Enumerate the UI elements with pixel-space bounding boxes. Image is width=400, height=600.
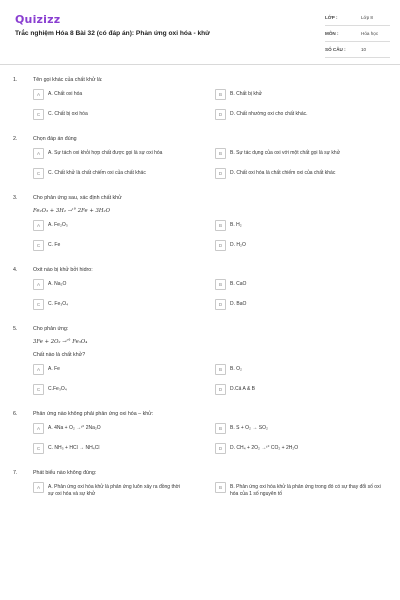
question-item (0, 323, 400, 399)
option-row (0, 107, 400, 124)
option-letter-box: B (215, 89, 226, 100)
question-header (0, 192, 400, 205)
question-header (0, 133, 400, 146)
option-letter-box: B (215, 423, 226, 434)
option-text: A. 4Na + O₂ →ᵗ° 2Na₂O (48, 425, 101, 431)
option-text: B. CaO (230, 281, 247, 287)
question-text: Cho phản ứng: (33, 326, 69, 332)
question-item (0, 264, 400, 314)
option-text: C. Chất khử là chất chiếm oxi của chất khác (48, 170, 146, 176)
question-number: 3. (13, 195, 18, 201)
answer-option[interactable] (33, 238, 183, 253)
option-letter-box: D (215, 299, 226, 310)
answer-option[interactable] (215, 421, 390, 436)
answer-option[interactable] (33, 87, 183, 102)
option-letter-box: C (33, 168, 44, 179)
answer-option[interactable] (215, 480, 390, 502)
option-letter-box: B (215, 279, 226, 290)
option-letter-box: D (215, 240, 226, 251)
option-row (0, 362, 400, 379)
quizizz-logo: Quizizz (15, 13, 61, 26)
option-row (0, 297, 400, 314)
option-text: D.Cả A & B (230, 386, 256, 392)
question-number: 1. (13, 77, 18, 83)
option-text: B. H₂ (230, 222, 242, 228)
option-row (0, 146, 400, 163)
option-letter-box: A (33, 423, 44, 434)
answer-options (0, 146, 400, 183)
option-text: B. Chất bị khử (230, 91, 262, 97)
meta-label: MÔN : (325, 31, 339, 36)
option-row (0, 382, 400, 399)
option-text: B. Phản ứng oxi hóa khử là phản ứng trong đó có sự thay đổi số oxi hóa của 1 số nguyên tố (230, 484, 381, 497)
answer-option[interactable] (215, 362, 390, 377)
answer-option[interactable] (215, 238, 390, 253)
answer-option[interactable] (215, 166, 390, 181)
answer-option[interactable] (33, 166, 183, 181)
question-extra-line: Chất nào là chất khử? (33, 352, 86, 358)
answer-options (0, 218, 400, 255)
question-item (0, 192, 400, 255)
worksheet-header (0, 0, 400, 65)
answer-options (0, 277, 400, 314)
question-list (0, 74, 400, 512)
answer-option[interactable] (33, 277, 183, 292)
option-letter-box: D (215, 384, 226, 395)
option-letter-box: B (215, 220, 226, 231)
question-number: 5. (13, 326, 18, 332)
question-text: Cho phản ứng sau, xác định chất khử (33, 195, 122, 201)
meta-label: SỐ CÂU : (325, 47, 346, 52)
meta-value: Hóa học (361, 31, 379, 36)
option-letter-box: A (33, 89, 44, 100)
answer-option[interactable] (215, 297, 390, 312)
option-row (0, 480, 400, 503)
meta-label: LỚP : (325, 15, 338, 20)
option-letter-box: A (33, 364, 44, 375)
option-letter-box: D (215, 168, 226, 179)
option-text: D. CH₄ + 2O₂ →ᵗ° CO₂ + 2H₂O (230, 445, 299, 451)
option-letter-box: C (33, 384, 44, 395)
option-text: D. Chất nhường oxi cho chất khác. (230, 111, 308, 117)
option-letter-box: B (215, 364, 226, 375)
question-extra-line: 3Fe + 2O₂ →ᵗ° Fe₃O₄ (33, 339, 88, 345)
question-text: Phát biểu nào không đúng: (33, 470, 97, 476)
option-row (0, 277, 400, 294)
option-text: B. Sự tác dụng của oxi với một chất gọi là sự khử (230, 150, 341, 156)
option-text: A. Phản ứng oxi hóa khử là phản ứng luôn xảy ra đồng thời sự oxi hóa và sự khử (48, 484, 181, 497)
question-number: 4. (13, 267, 18, 273)
answer-option[interactable] (215, 146, 390, 161)
option-text: A. Fe (48, 366, 60, 372)
option-row (0, 238, 400, 255)
meta-row-question-count (325, 44, 390, 58)
question-header (0, 467, 400, 480)
answer-option[interactable] (33, 218, 183, 233)
meta-value: Lớp 8 (361, 15, 373, 20)
option-letter-box: C (33, 299, 44, 310)
option-text: C.Fe₃O₄ (48, 386, 67, 392)
option-row (0, 421, 400, 438)
option-row (0, 87, 400, 104)
question-item (0, 408, 400, 458)
question-text: Oxit nào bị khử bởi hidro: (33, 267, 93, 273)
answer-option[interactable] (215, 87, 390, 102)
option-letter-box: B (215, 482, 226, 493)
question-extra-line: Fe₂O₃ + 3H₂ →ᵗ° 2Fe + 3H₂O (33, 208, 110, 214)
option-row (0, 441, 400, 458)
option-letter-box: A (33, 220, 44, 231)
option-text: D. Chất oxi hóa là chất chiếm oxi của chất khác (230, 170, 336, 176)
question-header (0, 264, 400, 277)
answer-options (0, 421, 400, 458)
option-text: A. Na₂O (48, 281, 67, 287)
answer-options (0, 480, 400, 503)
meta-value: 10 (361, 47, 367, 52)
question-header (0, 323, 400, 336)
answer-option[interactable] (33, 441, 183, 456)
answer-option[interactable] (33, 480, 183, 502)
quiz-meta (325, 12, 390, 60)
option-text: C. Fe₃O₄ (48, 301, 69, 307)
answer-option[interactable] (215, 218, 390, 233)
answer-option[interactable] (215, 107, 390, 122)
question-text: Tên gọi khác của chất khử là: (33, 77, 103, 83)
option-letter-box: D (215, 443, 226, 454)
answer-option[interactable] (33, 107, 183, 122)
option-text: C. Fe (48, 242, 61, 248)
option-letter-box: D (215, 109, 226, 120)
option-letter-box: C (33, 109, 44, 120)
option-letter-box: A (33, 279, 44, 290)
option-letter-box: A (33, 482, 44, 493)
option-text: A. Sự tách oxi khỏi hợp chất được gọi là sự oxi hóa (48, 150, 163, 156)
question-header (0, 74, 400, 87)
option-text: C. NH₃ + HCl → NH₄Cl (48, 445, 100, 451)
option-letter-box: A (33, 148, 44, 159)
option-row (0, 166, 400, 183)
question-header (0, 408, 400, 421)
answer-options (0, 87, 400, 124)
answer-option[interactable] (33, 146, 183, 161)
question-number: 6. (13, 411, 18, 417)
question-number: 2. (13, 136, 18, 142)
question-item (0, 133, 400, 183)
option-letter-box: B (215, 148, 226, 159)
question-text: Phản ứng nào không phải phản ứng oxi hóa – khử: (33, 411, 154, 417)
meta-row-class (325, 12, 390, 26)
question-number: 7. (13, 470, 18, 476)
option-text: B. S + O₂ → SO₂ (230, 425, 268, 431)
answer-option[interactable] (33, 297, 183, 312)
option-text: C. Chất bị oxi hóa (48, 111, 88, 117)
option-row (0, 218, 400, 235)
answer-option[interactable] (215, 277, 390, 292)
question-text: Chọn đáp án đúng (33, 136, 77, 142)
answer-option[interactable] (33, 382, 183, 397)
answer-option[interactable] (215, 441, 390, 456)
answer-option[interactable] (33, 421, 183, 436)
option-text: A. Chất oxi hóa (48, 91, 83, 97)
option-text: B. O₂ (230, 366, 242, 372)
option-letter-box: C (33, 240, 44, 251)
question-item (0, 74, 400, 124)
question-item (0, 467, 400, 503)
answer-options (0, 362, 400, 399)
meta-row-subject (325, 28, 390, 42)
answer-option[interactable] (215, 382, 390, 397)
option-letter-box: C (33, 443, 44, 454)
answer-option[interactable] (33, 362, 183, 377)
option-text: D. H₂O (230, 242, 246, 248)
option-text: A. Fe₂O₃ (48, 222, 68, 228)
option-text: D. BaO (230, 301, 247, 307)
quiz-title: Trắc nghiệm Hóa 8 Bài 32 (có đáp án): Phản ứng oxi hóa - khử (15, 30, 210, 37)
